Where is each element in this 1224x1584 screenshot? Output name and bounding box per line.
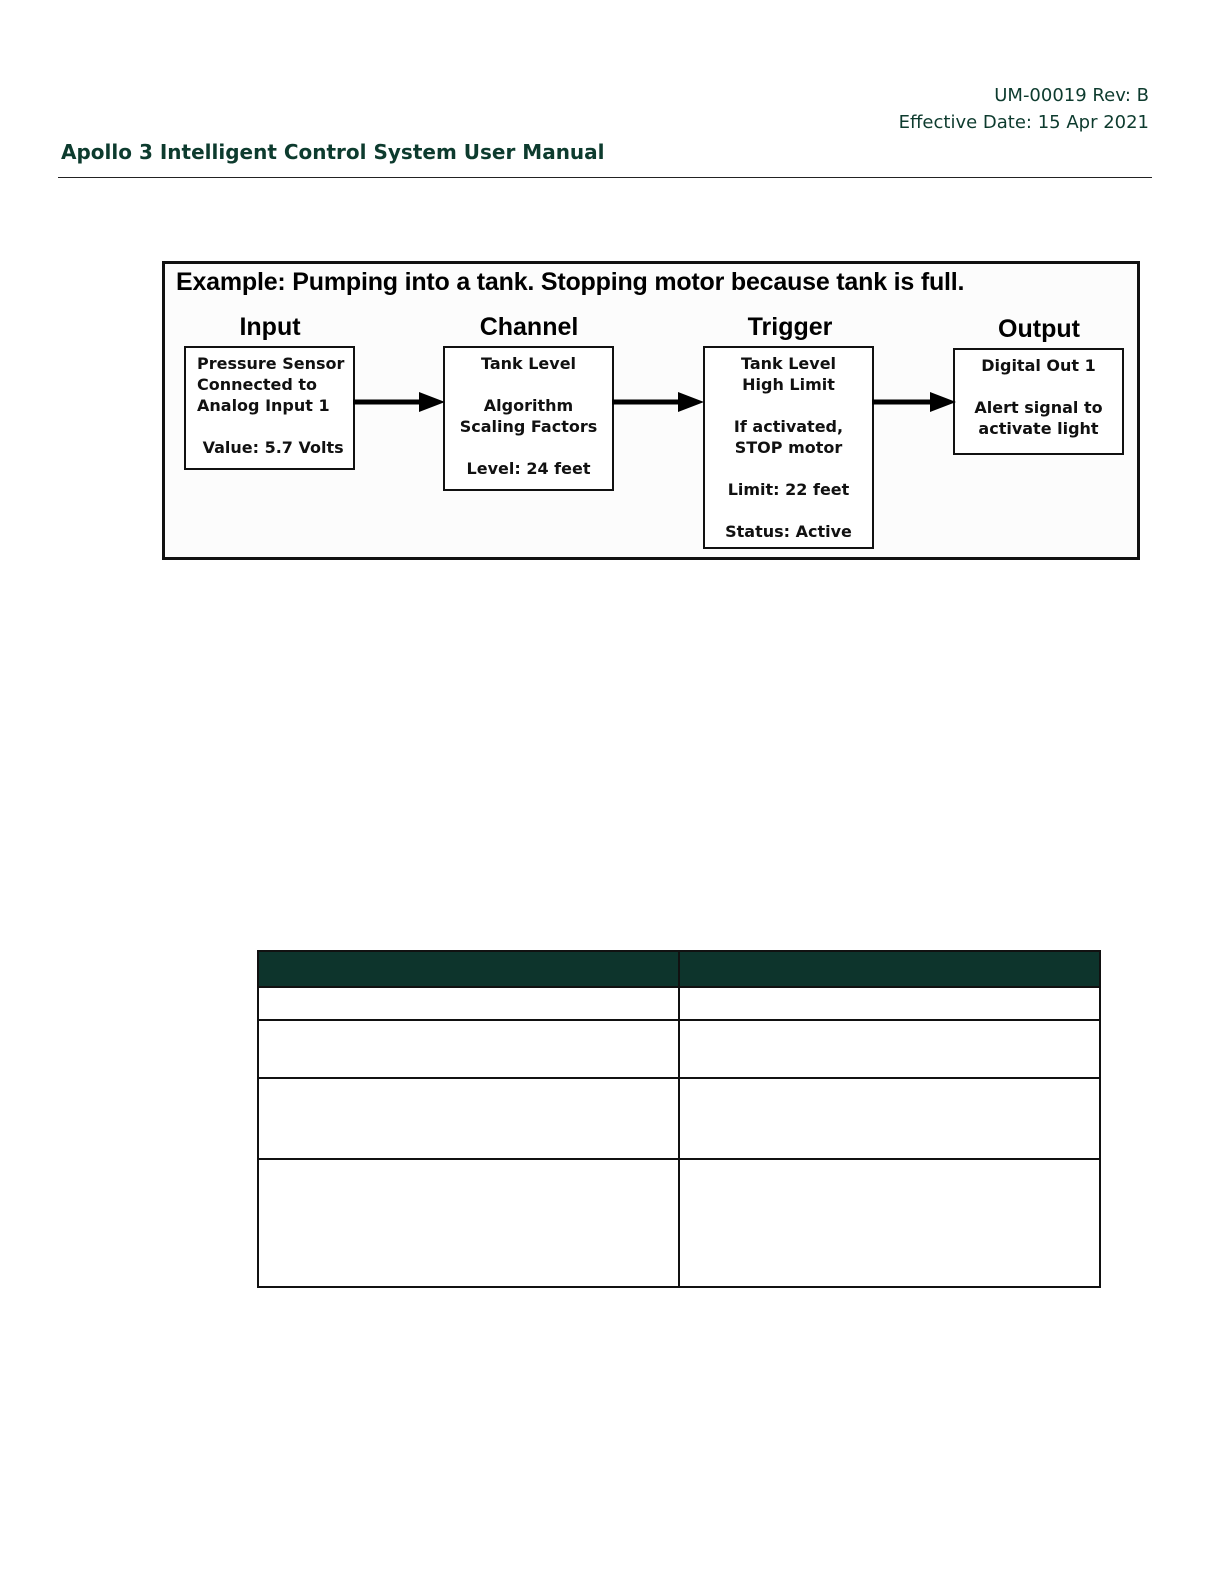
arrow-input-to-channel-icon <box>351 390 447 414</box>
trigger-line: High Limit <box>742 375 835 394</box>
input-box <box>184 346 355 470</box>
header-divider <box>58 177 1152 178</box>
table-cell <box>258 987 679 1020</box>
input-line <box>197 416 353 437</box>
table-row <box>258 987 1100 1020</box>
input-line: Analog Input 1 <box>197 396 330 415</box>
example-diagram <box>162 261 1140 560</box>
output-line: activate light <box>978 419 1099 438</box>
doc-number: UM-00019 Rev: B <box>994 85 1149 106</box>
channel-box <box>443 346 614 491</box>
trigger-line: STOP motor <box>734 438 843 457</box>
table-row <box>258 1078 1100 1159</box>
stage-label-trigger: Trigger <box>747 313 833 341</box>
trigger-line: Limit: 22 feet <box>727 480 850 499</box>
table-row <box>258 1020 1100 1078</box>
trigger-line <box>705 500 872 521</box>
effective-date: Effective Date: 15 Apr 2021 <box>898 112 1149 133</box>
input-line: Value: 5.7 Volts <box>197 438 344 457</box>
stage-label-channel: Channel <box>479 313 579 341</box>
table-cell <box>679 1078 1100 1159</box>
table-row <box>258 1159 1100 1287</box>
manual-title: Apollo 3 Intelligent Control System User Manual <box>61 140 605 164</box>
output-box <box>953 348 1124 455</box>
table-cell <box>679 1159 1100 1287</box>
trigger-line <box>705 458 872 479</box>
document-info <box>899 82 1149 136</box>
arrow-channel-to-trigger-icon <box>610 390 706 414</box>
table-cell <box>679 1020 1100 1078</box>
channel-line <box>445 374 612 395</box>
stage-label-output: Output <box>998 315 1080 343</box>
trigger-line <box>705 395 872 416</box>
table-header-cell <box>679 951 1100 987</box>
blank-table <box>257 950 1101 1288</box>
stage-label-input: Input <box>239 313 301 341</box>
trigger-line: Status: Active <box>725 522 852 541</box>
table-cell <box>258 1078 679 1159</box>
input-line: Pressure Sensor <box>197 354 345 373</box>
channel-line: Level: 24 feet <box>466 459 591 478</box>
table-cell <box>679 987 1100 1020</box>
arrow-trigger-to-output-icon <box>870 390 958 414</box>
trigger-line: If activated, <box>733 417 844 436</box>
trigger-box <box>703 346 874 549</box>
output-line <box>955 376 1122 397</box>
channel-line: Algorithm <box>483 396 574 415</box>
table-header-cell <box>258 951 679 987</box>
table-cell <box>258 1020 679 1078</box>
channel-line <box>445 437 612 458</box>
output-line: Digital Out 1 <box>981 356 1096 375</box>
diagram-caption: Example: Pumping into a tank. Stopping motor because tank is full. <box>176 268 965 296</box>
table-cell <box>258 1159 679 1287</box>
trigger-line: Tank Level <box>740 354 837 373</box>
channel-line: Scaling Factors <box>459 417 598 436</box>
channel-line: Tank Level <box>480 354 577 373</box>
output-line: Alert signal to <box>974 398 1103 417</box>
input-line: Connected to <box>197 375 318 394</box>
table-header-row <box>258 951 1100 987</box>
